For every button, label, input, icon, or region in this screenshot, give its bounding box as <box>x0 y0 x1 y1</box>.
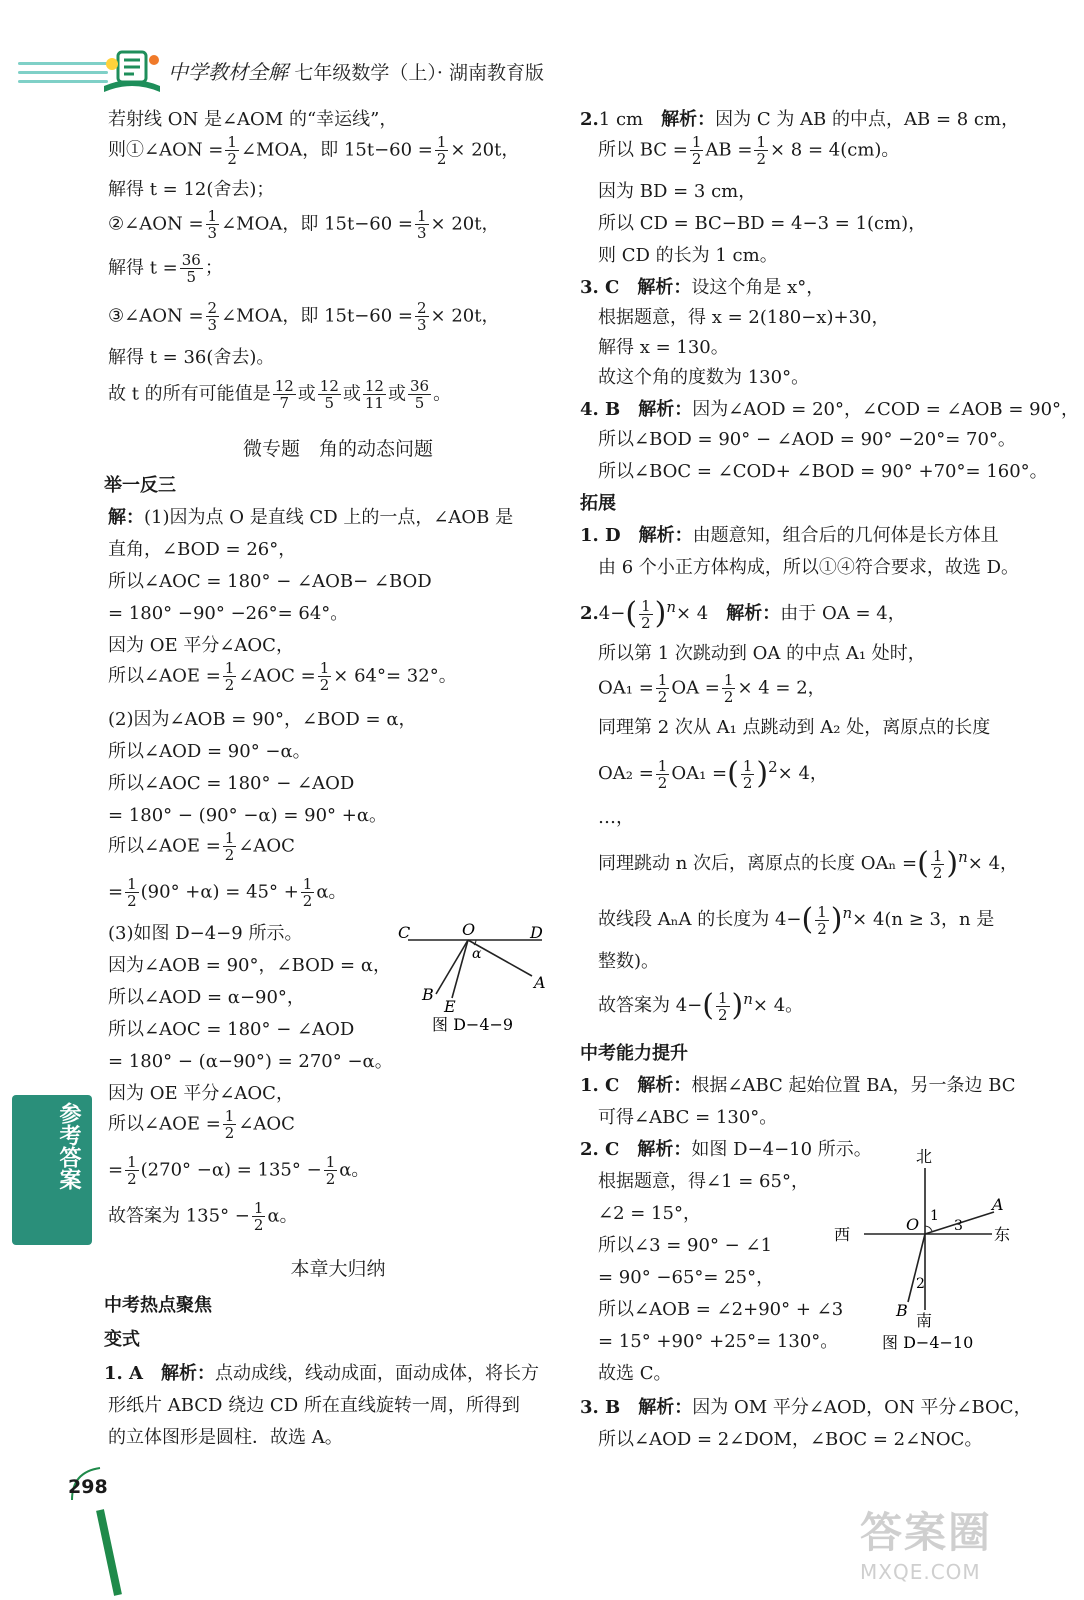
text-line: 因为 BD = 3 cm， <box>598 181 757 202</box>
text-line: = 15° +90° +25°= 130°。 <box>598 1331 839 1352</box>
text-line: (2)因为∠AOB = 90°，∠BOD = α， <box>108 709 417 730</box>
svg-text:西: 西 <box>834 1225 851 1244</box>
svg-text:图 D−4−9: 图 D−4−9 <box>432 1015 514 1034</box>
svg-text:南: 南 <box>916 1311 933 1330</box>
section-heading: 变式 <box>104 1329 140 1350</box>
svg-text:B: B <box>896 1301 908 1320</box>
text-line: = 180° − (90° −α) = 90° +α。 <box>108 805 387 826</box>
text-line: = $\frac{1}{2}$ (90° +α) = 45° + $\frac{1}{2}$ α。 <box>108 875 347 910</box>
side-tab-label: 参考答案 <box>56 1102 81 1190</box>
text-line: 因为 OE 平分∠AOC， <box>108 635 294 656</box>
text-line: 根据题意，得∠1 = 65°， <box>598 1171 809 1192</box>
text-line: 所以∠AOD = 2∠DOM，∠BOC = 2∠NOC。 <box>598 1429 983 1450</box>
text-line: ∠2 = 15°， <box>598 1203 701 1224</box>
text-line: 根据题意，得 x = 2(180−x)+30， <box>598 307 890 328</box>
text-line: 直角，∠BOD = 26°， <box>108 539 297 560</box>
text-line: 所以 CD = BC−BD = 4−3 = 1(cm)， <box>598 213 927 234</box>
text-line: 同理第 2 次从 A₁ 点跳动到 A₂ 处，离原点的长度 <box>598 717 991 738</box>
svg-text:E: E <box>444 997 456 1016</box>
text-line: OA₁ = $\frac{1}{2}$ OA = $\frac{1}{2}$ × 4 = 2， <box>598 671 826 706</box>
text-line: 所以∠AOC = 180° − ∠AOD <box>108 773 355 794</box>
text-line: 2.4−( $\frac{1}{2}$ )$^n$× 4 解析：由于 OA = 4， <box>580 596 906 632</box>
text-line: 解得 x = 130。 <box>598 337 729 358</box>
svg-text:C: C <box>398 923 411 942</box>
section-title: 微专题 角的动态问题 <box>242 438 433 460</box>
text-line: ②∠AON = $\frac{1}{3}$ ∠MOA，即 15t−60 = $\frac{1}{3}$ × 20t， <box>108 207 500 242</box>
text-line: 所以∠AOE = $\frac{1}{2}$ ∠AOC <box>108 829 295 864</box>
text-line: OA₂ = $\frac{1}{2}$ OA₁ =( $\frac{1}{2}$ )$^2$× 4， <box>598 756 828 792</box>
svg-text:1: 1 <box>930 1208 939 1224</box>
svg-text:2: 2 <box>916 1276 925 1292</box>
svg-text:A: A <box>992 1195 1004 1214</box>
text-line: 所以∠AOC = 180° − ∠AOB− ∠BOD <box>108 571 432 592</box>
text-line: 所以∠3 = 90° − ∠1 <box>598 1235 773 1256</box>
text-line: 整数)。 <box>598 951 660 972</box>
text-line: 故这个角的度数为 130°。 <box>598 367 810 388</box>
section-heading: 举一反三 <box>104 475 176 496</box>
header-decoration <box>18 62 108 102</box>
text-line: = $\frac{1}{2}$ (270° −α) = 135° − $\frac{1}{2}$ α。 <box>108 1153 370 1188</box>
svg-text:B: B <box>422 985 434 1004</box>
section-heading: 中考能力提升 <box>580 1043 688 1064</box>
text-line: 1. D 解析：由题意知，组合后的几何体是长方体且 <box>580 525 999 546</box>
text-line: 1. C 解析：根据∠ABC 起始位置 BA，另一条边 BC <box>580 1075 1016 1096</box>
svg-text:东: 东 <box>994 1225 1011 1244</box>
text-line: 所以∠AOE = $\frac{1}{2}$ ∠AOC = $\frac{1}{2}$ × 64°= 32°。 <box>108 659 457 694</box>
text-line: 故答案为 4−( $\frac{1}{2}$ )$^n$× 4。 <box>598 988 804 1024</box>
text-line: 所以∠BOD = 90° − ∠AOD = 90° −20°= 70°。 <box>598 429 1016 450</box>
text-line: = 180° −90° −26°= 64°。 <box>108 603 349 624</box>
text-line: 所以 BC = $\frac{1}{2}$ AB = $\frac{1}{2}$ × 8 = 4(cm)。 <box>598 133 900 168</box>
page-number: 298 <box>68 1476 108 1498</box>
text-line: 则 CD 的长为 1 cm。 <box>598 245 778 266</box>
text-line: 2. C 解析：如图 D−4−10 所示。 <box>580 1139 872 1160</box>
text-line: 2.1 cm 解析：因为 C 为 AB 的中点，AB = 8 cm， <box>580 109 1020 130</box>
text-line: 所以∠AOD = α−90°， <box>108 987 305 1008</box>
text-line: 所以第 1 次跳动到 OA 的中点 A₁ 处时， <box>598 643 926 664</box>
text-line: = 180° − (α−90°) = 270° −α。 <box>108 1051 393 1072</box>
text-line: 形纸片 ABCD 绕边 CD 所在直线旋转一周，所得到 <box>108 1395 520 1416</box>
header-title: 中学教材全解 七年级数学（上）· 湖南教育版 <box>168 60 544 84</box>
text-line: …， <box>598 807 634 828</box>
text-line: = 90° −65°= 25°， <box>598 1267 775 1288</box>
svg-text:D: D <box>530 923 543 942</box>
section-heading: 中考热点聚焦 <box>104 1295 212 1316</box>
watermark: 答案圈 MXQE.COM <box>860 1508 993 1584</box>
text-line: 故答案为 135° − $\frac{1}{2}$ α。 <box>108 1199 298 1234</box>
text-line: 故 t 的所有可能值是 $\frac{12}{7}$ 或 $\frac{12}{5}$ 或 $\frac{12}{11}$ 或 $\frac{36}{5}$ 。 <box>108 377 452 412</box>
text-line: 故线段 AₙA 的长度为 4−( $\frac{1}{2}$ )$^n$× 4(n ≥ 3，n 是 <box>598 902 995 938</box>
text-line: 解得 t = 36(舍去)。 <box>108 347 275 368</box>
svg-text:α: α <box>472 946 482 962</box>
text-line: (3)如图 D−4−9 所示。 <box>108 923 303 944</box>
svg-text:图 D−4−10: 图 D−4−10 <box>882 1333 974 1352</box>
text-line: 的立体图形是圆柱．故选 A。 <box>108 1427 343 1448</box>
figure-d-4-9 <box>392 920 562 1035</box>
text-line: 故选 C。 <box>598 1363 672 1384</box>
text-line: 3. C 解析：设这个角是 x°， <box>580 277 825 298</box>
svg-text:O: O <box>462 920 476 939</box>
book-logo-icon <box>100 46 164 98</box>
text-line: 4. B 解析：因为∠AOD = 20°，∠COD = ∠AOB = 90°， <box>580 399 1080 420</box>
text-line: 所以∠AOD = 90° −α。 <box>108 741 311 762</box>
text-line: 3. B 解析：因为 OM 平分∠AOD，ON 平分∠BOC， <box>580 1397 1032 1418</box>
text-line: 所以∠AOC = 180° − ∠AOD <box>108 1019 355 1040</box>
svg-text:O: O <box>906 1215 920 1234</box>
svg-text:北: 北 <box>916 1147 933 1166</box>
text-line: 所以∠AOB = ∠2+90° + ∠3 <box>598 1299 844 1320</box>
text-line: 所以∠AOE = $\frac{1}{2}$ ∠AOC <box>108 1107 295 1142</box>
text-line: 则①∠AON = $\frac{1}{2}$ ∠MOA，即 15t−60 = $\frac{1}{2}$ × 20t， <box>108 133 520 168</box>
text-line: 1. A 解析：点动成线，线动成面，面动成体，将长方 <box>104 1363 540 1384</box>
text-line: 同理跳动 n 次后，离原点的长度 OAₙ =( $\frac{1}{2}$ )$^n$× 4， <box>598 846 1019 882</box>
figure-d-4-10 <box>832 1140 1032 1360</box>
text-line: 若射线 ON 是∠AOM 的“幸运线”， <box>108 109 398 130</box>
text-line: ③∠AON = $\frac{2}{3}$ ∠MOA，即 15t−60 = $\frac{2}{3}$ × 20t， <box>108 299 500 334</box>
text-line: 解：(1)因为点 O 是直线 CD 上的一点，∠AOB 是 <box>108 507 514 528</box>
text-line: 由 6 个小正方体构成，所以①④符合要求，故选 D。 <box>598 557 1020 578</box>
section-title: 本章大归纳 <box>290 1258 386 1280</box>
text-line: 可得∠ABC = 130°。 <box>598 1107 778 1128</box>
svg-text:A: A <box>534 973 546 992</box>
text-line: 因为 OE 平分∠AOC， <box>108 1083 294 1104</box>
text-line: 解得 t = 12(舍去)； <box>108 179 275 200</box>
text-line: 所以∠BOC = ∠COD+ ∠BOD = 90° +70°= 160°。 <box>598 461 1048 482</box>
text-line: 因为∠AOB = 90°，∠BOD = α， <box>108 955 392 976</box>
section-heading: 拓展 <box>580 493 616 514</box>
svg-text:3: 3 <box>954 1218 963 1234</box>
text-line: 解得 t = $\frac{36}{5}$ ； <box>108 251 223 286</box>
